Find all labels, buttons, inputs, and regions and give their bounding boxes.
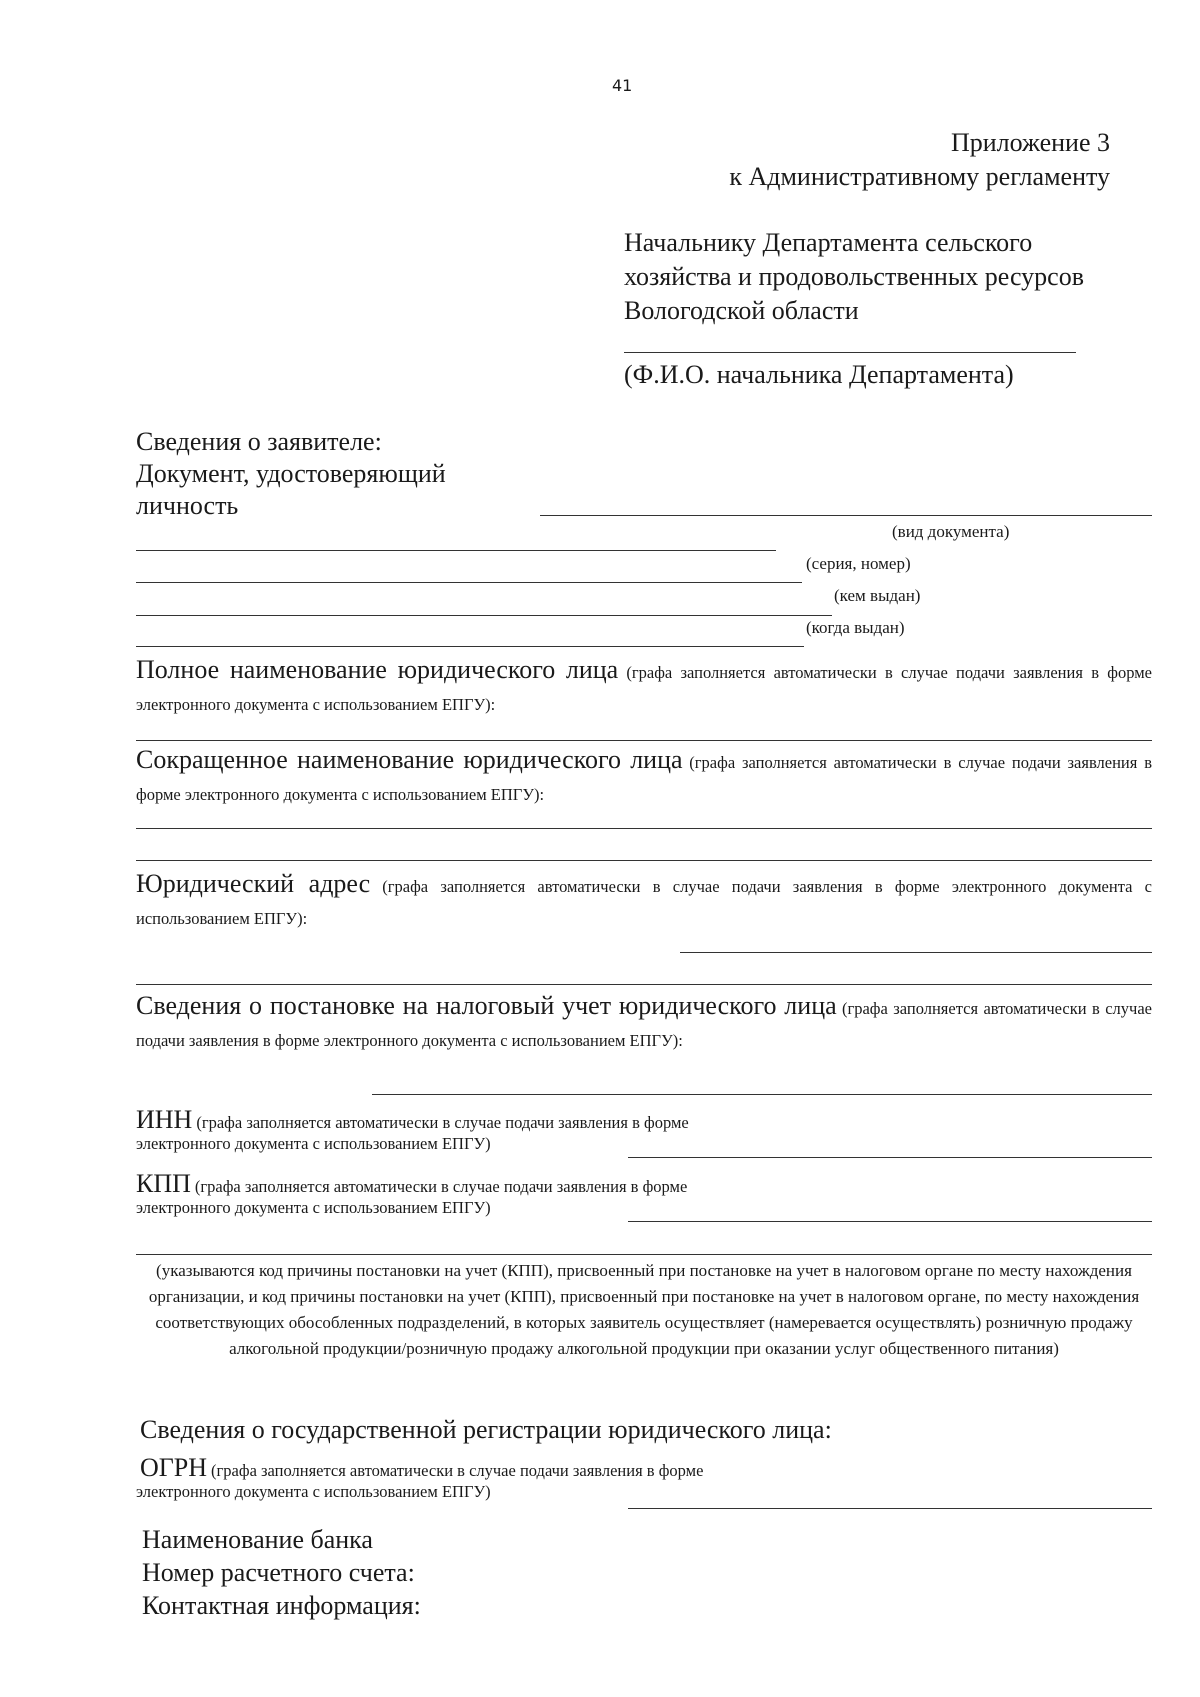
bank-name-label: Наименование банка — [142, 1525, 373, 1554]
kpp-note: (графа заполняется автоматически в случае подачи заявления в форме — [194, 1177, 688, 1196]
inn-note: (графа заполняется автоматически в случае подачи заявления в форме — [196, 1113, 689, 1132]
issued-when-line[interactable] — [136, 646, 804, 647]
applicant-heading: Сведения о заявителе: — [136, 427, 382, 456]
short-name-note: (графа заполняется автоматически в случае подачи заявления в форме электронного документа с использованием ЕПГУ): — [136, 753, 1152, 804]
legal-address-label: Юридический адрес — [136, 869, 371, 898]
kpp-note-cont: электронного документа с использованием ЕПГУ) — [136, 1198, 491, 1217]
issued-when-caption: (когда выдан) — [806, 618, 905, 637]
full-name-line[interactable] — [136, 740, 1152, 741]
inn-note-cont: электронного документа с использованием ЕПГУ) — [136, 1134, 491, 1153]
kpp-line-1[interactable] — [628, 1221, 1152, 1222]
identity-doc-label: Документ, удостоверяющий — [136, 459, 446, 488]
full-name-label: Полное наименование юридического лица — [136, 655, 619, 684]
addressee-line-2: хозяйства и продовольственных ресурсов — [624, 262, 1084, 291]
ogrn-note-cont: электронного документа с использованием ЕПГУ) — [136, 1482, 491, 1501]
issued-by-caption: (кем выдан) — [834, 586, 921, 605]
identity-doc-label-cont: личность — [136, 491, 239, 520]
short-name-line-1[interactable] — [136, 828, 1152, 829]
legal-address-block — [136, 868, 1152, 936]
issued-by-line[interactable] — [136, 615, 832, 616]
inn-line[interactable] — [628, 1157, 1152, 1158]
ogrn-note: (графа заполняется автоматически в случае подачи заявления в форме — [211, 1461, 704, 1480]
legal-address-note: (графа заполняется автоматически в случае подачи заявления в форме электронного документа с использованием ЕПГУ): — [136, 877, 1152, 928]
tax-registration-block — [136, 990, 1152, 1058]
doc-type-line[interactable] — [540, 515, 1152, 516]
ogrn-line[interactable] — [628, 1508, 1152, 1509]
ogrn-label: ОГРН — [140, 1453, 208, 1482]
page-number: 41 — [612, 76, 633, 95]
state-registration-heading: Сведения о государственной регистрации юридического лица: — [140, 1415, 832, 1444]
addressee-line-3: Вологодской области — [624, 296, 859, 325]
legal-address-line-1[interactable] — [680, 952, 1152, 953]
full-name-block — [136, 654, 1152, 722]
appendix-to: к Административному регламенту — [729, 162, 1110, 191]
addressee-line-1: Начальнику Департамента сельского — [624, 228, 1033, 257]
tax-registration-note: (графа заполняется автоматически в случае подачи заявления в форме электронного документа с использованием ЕПГУ): — [136, 999, 1152, 1050]
short-name-label: Сокращенное наименование юридического лица — [136, 745, 683, 774]
ogrn-row — [140, 1452, 703, 1484]
kpp-label: КПП — [136, 1169, 191, 1198]
full-name-note: (графа заполняется автоматически в случае подачи заявления в форме электронного документа с использованием ЕПГУ): — [136, 663, 1152, 714]
doc-line-1[interactable] — [136, 550, 776, 551]
doc-type-caption: (вид документа) — [892, 522, 1010, 541]
short-name-block — [136, 744, 1152, 812]
inn-row — [136, 1104, 689, 1136]
series-caption: (серия, номер) — [806, 554, 911, 573]
series-line[interactable] — [136, 582, 802, 583]
fio-line[interactable] — [624, 352, 1076, 353]
appendix-title: Приложение 3 — [950, 128, 1110, 157]
kpp-line-2[interactable] — [136, 1254, 1152, 1255]
fio-caption: (Ф.И.О. начальника Департамента) — [624, 360, 1014, 389]
legal-address-line-2[interactable] — [136, 984, 1152, 985]
account-number-label: Номер расчетного счета: — [142, 1558, 415, 1587]
kpp-explanation: (указываются код причины постановки на учет (КПП), присвоенный при постановке на учет в налоговом органе по месту нахождения организации, и код причины постановки на учет (КПП), присвоенный при постановке на учет в налоговом органе, по месту нахождения соответствующих обособленных подразделений, в которых заявитель осуществляет (намеревается осуществлять) розничную продажу алкогольной продукции/розничную продажу алкогольной продукции при оказании услуг общественного питания) — [148, 1261, 1140, 1358]
contact-info-label: Контактная информация: — [142, 1591, 421, 1620]
kpp-row — [136, 1168, 687, 1200]
tax-registration-line[interactable] — [372, 1094, 1152, 1095]
tax-registration-label: Сведения о постановке на налоговый учет юридического лица — [136, 991, 837, 1020]
short-name-line-2[interactable] — [136, 860, 1152, 861]
inn-label: ИНН — [136, 1105, 193, 1134]
